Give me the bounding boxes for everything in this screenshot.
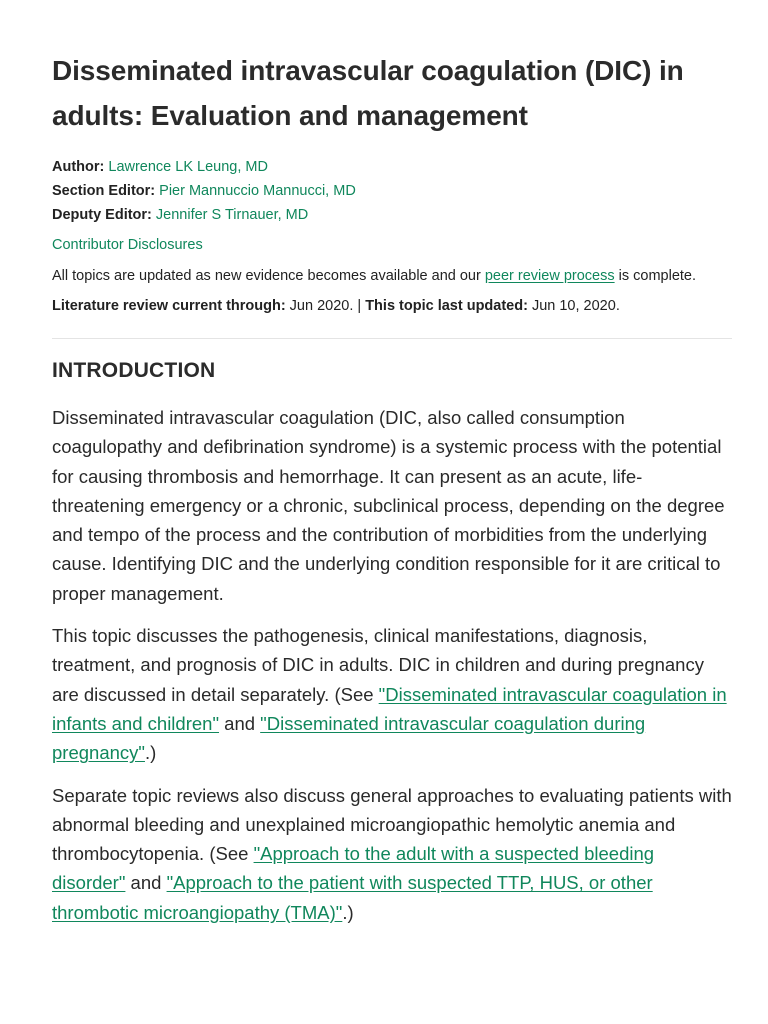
page-title: Disseminated intravascular coagulation (DIC) in adults: Evaluation and management xyxy=(52,55,684,131)
paragraph-text: .) xyxy=(144,742,157,764)
intro-paragraph-1: Disseminated intravascular coagulation (DIC, also called consumption coagulopathy and defibrination syndrome) is a systemic process with the potential for causing thrombosis and hemorrhage. It can present as an acute, life-threatening emergency or a chronic, subclinical process, depending on the degree and tempo of the process and the contribution of morbidities from the underlying cause. Identifying DIC and the underlying condition responsible for it are critical to proper management. xyxy=(52,407,725,604)
lit-review-value: Jun 2020. | xyxy=(285,298,366,314)
section-editor-link[interactable]: Pier Mannuccio Mannucci, MD xyxy=(159,183,356,199)
last-updated-value: Jun 10, 2020. xyxy=(527,298,620,314)
paragraph-text: and xyxy=(219,712,261,734)
paragraph-text: This topic discusses the pathogenesis, clinical manifestations, diagnosis, treatment, and prognosis of DIC in adults. DIC in children and during pregnancy are discussed in detail separately. (See xyxy=(52,625,704,705)
update-note-text: All topics are updated as new evidence becomes available and our xyxy=(52,268,485,284)
authors-block xyxy=(52,155,732,227)
author-label: Author: xyxy=(52,159,105,175)
peer-review-link[interactable]: peer review process xyxy=(484,268,615,284)
section-heading: INTRODUCTION xyxy=(52,359,216,382)
review-dates xyxy=(52,294,732,318)
lit-review-label: Literature review current through: xyxy=(52,298,286,314)
paragraph-text: and xyxy=(125,872,167,894)
intro-paragraph-3 xyxy=(52,781,732,927)
contributor-disclosures-link[interactable]: Contributor Disclosures xyxy=(52,237,203,253)
author-link[interactable]: Lawrence LK Leung, MD xyxy=(108,159,268,175)
intro-paragraph-2 xyxy=(52,621,732,767)
deputy-editor-link[interactable]: Jennifer S Tirnauer, MD xyxy=(155,207,309,223)
last-updated-label: This topic last updated: xyxy=(365,298,528,314)
divider xyxy=(52,338,732,339)
deputy-editor-line xyxy=(52,203,732,227)
topic-link-bleeding-disorder[interactable]: "Approach to the adult with a suspected bleeding disorder" xyxy=(52,843,655,894)
paragraph-text: Separate topic reviews also discuss general approaches to evaluating patients with abnormal bleeding and unexplained microangiopathic hemolytic anemia and thrombocytopenia. (See xyxy=(52,784,732,865)
topic-link-dic-pregnancy[interactable]: "Disseminated intravascular coagulation during pregnancy" xyxy=(52,712,646,764)
author-line xyxy=(52,155,732,179)
update-note-tail: is complete. xyxy=(614,268,697,284)
update-note xyxy=(52,264,732,288)
topic-link-ttp-hus-tma[interactable]: "Approach to the patient with suspected TTP, HUS, or other thrombotic microangiopathy (TMA)" xyxy=(52,872,653,923)
topic-link-dic-infants-children[interactable]: "Disseminated intravascular coagulation in infants and children" xyxy=(52,683,727,734)
paragraph-text: .) xyxy=(342,901,354,923)
section-editor-label: Section Editor: xyxy=(52,183,156,199)
deputy-editor-label: Deputy Editor: xyxy=(52,207,152,223)
section-editor-line xyxy=(52,179,732,203)
